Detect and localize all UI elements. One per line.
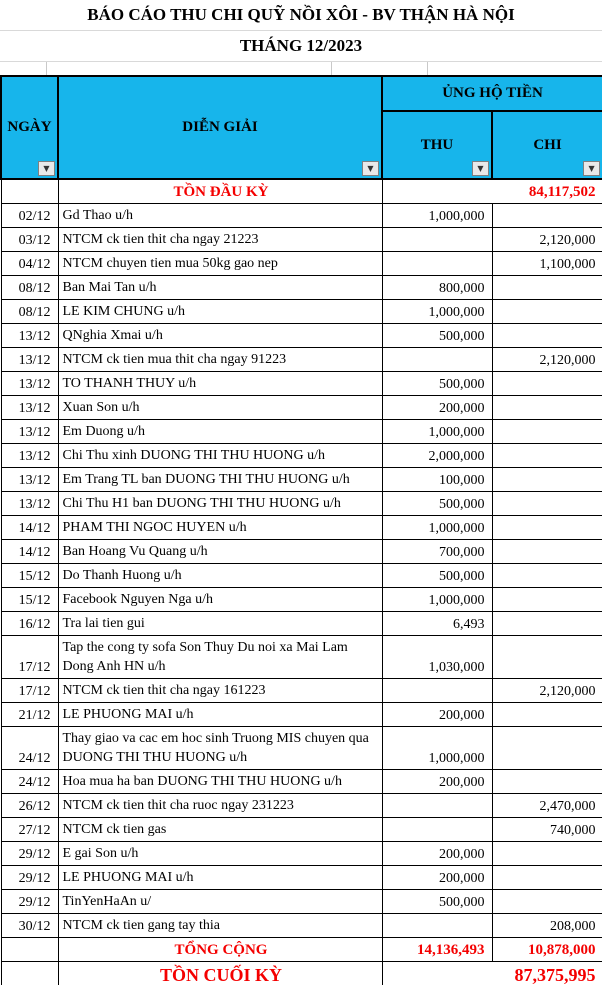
row-chi-cell[interactable] <box>492 443 602 467</box>
row-date-cell[interactable]: 21/12 <box>1 702 58 726</box>
row-chi-cell[interactable] <box>492 587 602 611</box>
row-chi-cell[interactable] <box>492 275 602 299</box>
row-desc-cell[interactable]: Tap the cong ty sofa Son Thuy Du noi xa Mai Lam Dong Anh HN u/h <box>58 635 382 678</box>
table-row <box>1 889 602 913</box>
table-row <box>1 323 602 347</box>
row-thu-cell[interactable]: 2,000,000 <box>382 443 492 467</box>
row-date-cell[interactable]: 24/12 <box>1 726 58 769</box>
table-row <box>1 467 602 491</box>
row-chi-cell[interactable]: 2,120,000 <box>492 227 602 251</box>
row-thu-cell[interactable]: 1,000,000 <box>382 203 492 227</box>
row-chi-cell[interactable] <box>492 203 602 227</box>
row-chi-cell[interactable] <box>492 467 602 491</box>
row-chi-cell[interactable] <box>492 539 602 563</box>
opening-date-cell[interactable] <box>1 179 58 203</box>
row-desc-cell[interactable]: NTCM ck tien gas <box>58 817 382 841</box>
row-desc-cell[interactable]: TO THANH THUY u/h <box>58 371 382 395</box>
row-thu-cell[interactable] <box>382 227 492 251</box>
row-thu-cell[interactable] <box>382 817 492 841</box>
column-header-thu[interactable] <box>382 111 492 179</box>
row-desc-cell[interactable]: Em Duong u/h <box>58 419 382 443</box>
table-row <box>1 913 602 937</box>
filter-dropdown-icon[interactable]: ▼ <box>472 161 489 176</box>
row-chi-cell[interactable] <box>492 299 602 323</box>
column-header-chi-label: CHI <box>533 136 562 153</box>
row-chi-cell[interactable] <box>492 726 602 769</box>
table-row <box>1 371 602 395</box>
row-date-cell[interactable]: 13/12 <box>1 467 58 491</box>
table-row <box>1 443 602 467</box>
row-desc-cell[interactable]: E gai Son u/h <box>58 841 382 865</box>
report-subtitle: THÁNG 12/2023 <box>0 31 602 62</box>
table-row <box>1 539 602 563</box>
row-chi-cell[interactable] <box>492 395 602 419</box>
row-thu-cell[interactable]: 800,000 <box>382 275 492 299</box>
row-thu-cell[interactable]: 200,000 <box>382 395 492 419</box>
row-date-cell[interactable]: 15/12 <box>1 563 58 587</box>
closing-balance-row <box>1 961 602 985</box>
table-row <box>1 841 602 865</box>
row-desc-cell[interactable]: NTCM chuyen tien mua 50kg gao nep <box>58 251 382 275</box>
row-chi-cell[interactable] <box>492 491 602 515</box>
row-chi-cell[interactable] <box>492 323 602 347</box>
row-thu-cell[interactable]: 500,000 <box>382 491 492 515</box>
row-date-cell[interactable]: 26/12 <box>1 793 58 817</box>
table-row <box>1 275 602 299</box>
row-date-cell[interactable]: 13/12 <box>1 395 58 419</box>
row-date-cell[interactable]: 02/12 <box>1 203 58 227</box>
row-date-cell[interactable]: 16/12 <box>1 611 58 635</box>
row-desc-cell[interactable]: NTCM ck tien thit cha ruoc ngay 231223 <box>58 793 382 817</box>
row-chi-cell[interactable]: 2,120,000 <box>492 678 602 702</box>
row-chi-cell[interactable] <box>492 865 602 889</box>
row-desc-cell[interactable]: Do Thanh Huong u/h <box>58 563 382 587</box>
row-thu-cell[interactable]: 1,000,000 <box>382 299 492 323</box>
row-date-cell[interactable]: 13/12 <box>1 347 58 371</box>
row-desc-cell[interactable]: Chi Thu xinh DUONG THI THU HUONG u/h <box>58 443 382 467</box>
row-chi-cell[interactable] <box>492 841 602 865</box>
opening-value-cell[interactable]: 84,117,502 <box>382 179 602 203</box>
row-desc-cell[interactable]: NTCM ck tien mua thit cha ngay 91223 <box>58 347 382 371</box>
column-header-chi[interactable] <box>492 111 602 179</box>
column-header-money-group <box>382 76 602 111</box>
table-row <box>1 678 602 702</box>
row-thu-cell[interactable]: 200,000 <box>382 865 492 889</box>
closing-label-cell[interactable]: TỒN CUỐI KỲ <box>58 961 382 985</box>
row-thu-cell[interactable]: 200,000 <box>382 841 492 865</box>
row-desc-cell[interactable]: Gd Thao u/h <box>58 203 382 227</box>
row-chi-cell[interactable] <box>492 563 602 587</box>
row-thu-cell[interactable]: 1,000,000 <box>382 726 492 769</box>
row-date-cell[interactable]: 13/12 <box>1 443 58 467</box>
table-row <box>1 227 602 251</box>
row-thu-cell[interactable] <box>382 347 492 371</box>
table-row <box>1 491 602 515</box>
row-desc-cell[interactable]: Hoa mua ha ban DUONG THI THU HUONG u/h <box>58 769 382 793</box>
filter-dropdown-icon[interactable]: ▼ <box>583 161 600 176</box>
row-thu-cell[interactable]: 1,000,000 <box>382 419 492 443</box>
column-header-description[interactable] <box>58 76 382 179</box>
row-thu-cell[interactable]: 500,000 <box>382 563 492 587</box>
grand-total-row <box>1 937 602 961</box>
row-date-cell[interactable]: 15/12 <box>1 587 58 611</box>
column-header-money-group-label: ỦNG HỘ TIỀN <box>442 85 543 101</box>
row-date-cell[interactable]: 03/12 <box>1 227 58 251</box>
row-thu-cell[interactable] <box>382 678 492 702</box>
row-date-cell[interactable]: 30/12 <box>1 913 58 937</box>
row-thu-cell[interactable]: 100,000 <box>382 467 492 491</box>
row-desc-cell[interactable]: LE PHUONG MAI u/h <box>58 865 382 889</box>
row-date-cell[interactable]: 13/12 <box>1 419 58 443</box>
table-row <box>1 515 602 539</box>
table-row <box>1 419 602 443</box>
row-date-cell[interactable]: 08/12 <box>1 275 58 299</box>
row-chi-cell[interactable]: 208,000 <box>492 913 602 937</box>
row-desc-cell[interactable]: TinYenHaAn u/ <box>58 889 382 913</box>
row-desc-cell[interactable]: NTCM ck tien gang tay thia <box>58 913 382 937</box>
row-thu-cell[interactable]: 1,000,000 <box>382 587 492 611</box>
row-date-cell[interactable]: 13/12 <box>1 323 58 347</box>
row-date-cell[interactable]: 13/12 <box>1 371 58 395</box>
closing-date-cell[interactable] <box>1 961 58 985</box>
table-row <box>1 702 602 726</box>
row-desc-cell[interactable]: Ban Hoang Vu Quang u/h <box>58 539 382 563</box>
total-label-cell[interactable]: TỔNG CỘNG <box>58 937 382 961</box>
table-row <box>1 299 602 323</box>
total-thu-cell[interactable]: 14,136,493 <box>382 937 492 961</box>
table-row <box>1 347 602 371</box>
row-thu-cell[interactable]: 500,000 <box>382 371 492 395</box>
row-desc-cell[interactable]: Facebook Nguyen Nga u/h <box>58 587 382 611</box>
row-chi-cell[interactable]: 2,470,000 <box>492 793 602 817</box>
row-date-cell[interactable]: 14/12 <box>1 515 58 539</box>
table-row <box>1 817 602 841</box>
table-row <box>1 251 602 275</box>
total-chi-cell[interactable]: 10,878,000 <box>492 937 602 961</box>
report-table <box>0 75 602 985</box>
row-chi-cell[interactable]: 740,000 <box>492 817 602 841</box>
row-date-cell[interactable]: 13/12 <box>1 491 58 515</box>
row-date-cell[interactable]: 29/12 <box>1 865 58 889</box>
row-thu-cell[interactable]: 500,000 <box>382 323 492 347</box>
row-thu-cell[interactable]: 200,000 <box>382 769 492 793</box>
opening-balance-row <box>1 179 602 203</box>
row-thu-cell[interactable] <box>382 793 492 817</box>
table-row <box>1 865 602 889</box>
row-date-cell[interactable]: 29/12 <box>1 889 58 913</box>
row-chi-cell[interactable] <box>492 419 602 443</box>
column-header-date[interactable] <box>1 76 58 179</box>
row-date-cell[interactable]: 17/12 <box>1 678 58 702</box>
row-date-cell[interactable]: 27/12 <box>1 817 58 841</box>
table-row <box>1 563 602 587</box>
column-header-date-label: NGÀY <box>7 119 52 135</box>
row-desc-cell[interactable]: Tra lai tien gui <box>58 611 382 635</box>
column-header-description-label: DIỄN GIẢI <box>182 119 258 135</box>
row-desc-cell[interactable]: NTCM ck tien thit cha ngay 21223 <box>58 227 382 251</box>
row-thu-cell[interactable] <box>382 913 492 937</box>
opening-label-cell[interactable]: TỒN ĐẦU KỲ <box>58 179 382 203</box>
table-row <box>1 793 602 817</box>
row-thu-cell[interactable]: 1,030,000 <box>382 635 492 678</box>
row-chi-cell[interactable] <box>492 611 602 635</box>
row-chi-cell[interactable]: 2,120,000 <box>492 347 602 371</box>
row-desc-cell[interactable]: Em Trang TL ban DUONG THI THU HUONG u/h <box>58 467 382 491</box>
row-thu-cell[interactable]: 700,000 <box>382 539 492 563</box>
row-chi-cell[interactable]: 1,100,000 <box>492 251 602 275</box>
row-date-cell[interactable]: 24/12 <box>1 769 58 793</box>
row-desc-cell[interactable]: LE PHUONG MAI u/h <box>58 702 382 726</box>
row-date-cell[interactable]: 04/12 <box>1 251 58 275</box>
table-row <box>1 587 602 611</box>
row-desc-cell[interactable]: PHAM THI NGOC HUYEN u/h <box>58 515 382 539</box>
column-header-thu-label: THU <box>420 136 454 153</box>
row-date-cell[interactable]: 14/12 <box>1 539 58 563</box>
table-row <box>1 726 602 769</box>
table-row <box>1 395 602 419</box>
row-chi-cell[interactable] <box>492 702 602 726</box>
row-thu-cell[interactable]: 1,000,000 <box>382 515 492 539</box>
row-desc-cell[interactable]: QNghia Xmai u/h <box>58 323 382 347</box>
row-chi-cell[interactable] <box>492 635 602 678</box>
closing-value-cell[interactable]: 87,375,995 <box>382 961 602 985</box>
row-chi-cell[interactable] <box>492 769 602 793</box>
row-desc-cell[interactable]: Thay giao va cac em hoc sinh Truong MIS chuyen qua DUONG THI THU HUONG u/h <box>58 726 382 769</box>
table-row <box>1 635 602 678</box>
gridline <box>427 62 428 75</box>
filter-dropdown-icon[interactable]: ▼ <box>362 161 379 176</box>
gridline <box>46 62 47 75</box>
row-desc-cell[interactable]: Ban Mai Tan u/h <box>58 275 382 299</box>
table-row <box>1 611 602 635</box>
row-desc-cell[interactable]: NTCM ck tien thit cha ngay 161223 <box>58 678 382 702</box>
row-date-cell[interactable]: 29/12 <box>1 841 58 865</box>
row-date-cell[interactable]: 08/12 <box>1 299 58 323</box>
row-thu-cell[interactable] <box>382 251 492 275</box>
row-desc-cell[interactable]: Xuan Son u/h <box>58 395 382 419</box>
row-desc-cell[interactable]: LE KIM CHUNG u/h <box>58 299 382 323</box>
row-chi-cell[interactable] <box>492 371 602 395</box>
table-row <box>1 769 602 793</box>
filter-dropdown-icon[interactable]: ▼ <box>38 161 55 176</box>
gridline <box>331 62 332 75</box>
row-thu-cell[interactable]: 6,493 <box>382 611 492 635</box>
row-desc-cell[interactable]: Chi Thu H1 ban DUONG THI THU HUONG u/h <box>58 491 382 515</box>
row-thu-cell[interactable]: 200,000 <box>382 702 492 726</box>
row-date-cell[interactable]: 17/12 <box>1 635 58 678</box>
row-chi-cell[interactable] <box>492 889 602 913</box>
gridline-spacer-row <box>0 62 602 75</box>
row-chi-cell[interactable] <box>492 515 602 539</box>
total-date-cell[interactable] <box>1 937 58 961</box>
row-thu-cell[interactable]: 500,000 <box>382 889 492 913</box>
report-title: BÁO CÁO THU CHI QUỸ NỒI XÔI - BV THẬN HÀ NỘI <box>0 0 602 31</box>
table-row <box>1 203 602 227</box>
